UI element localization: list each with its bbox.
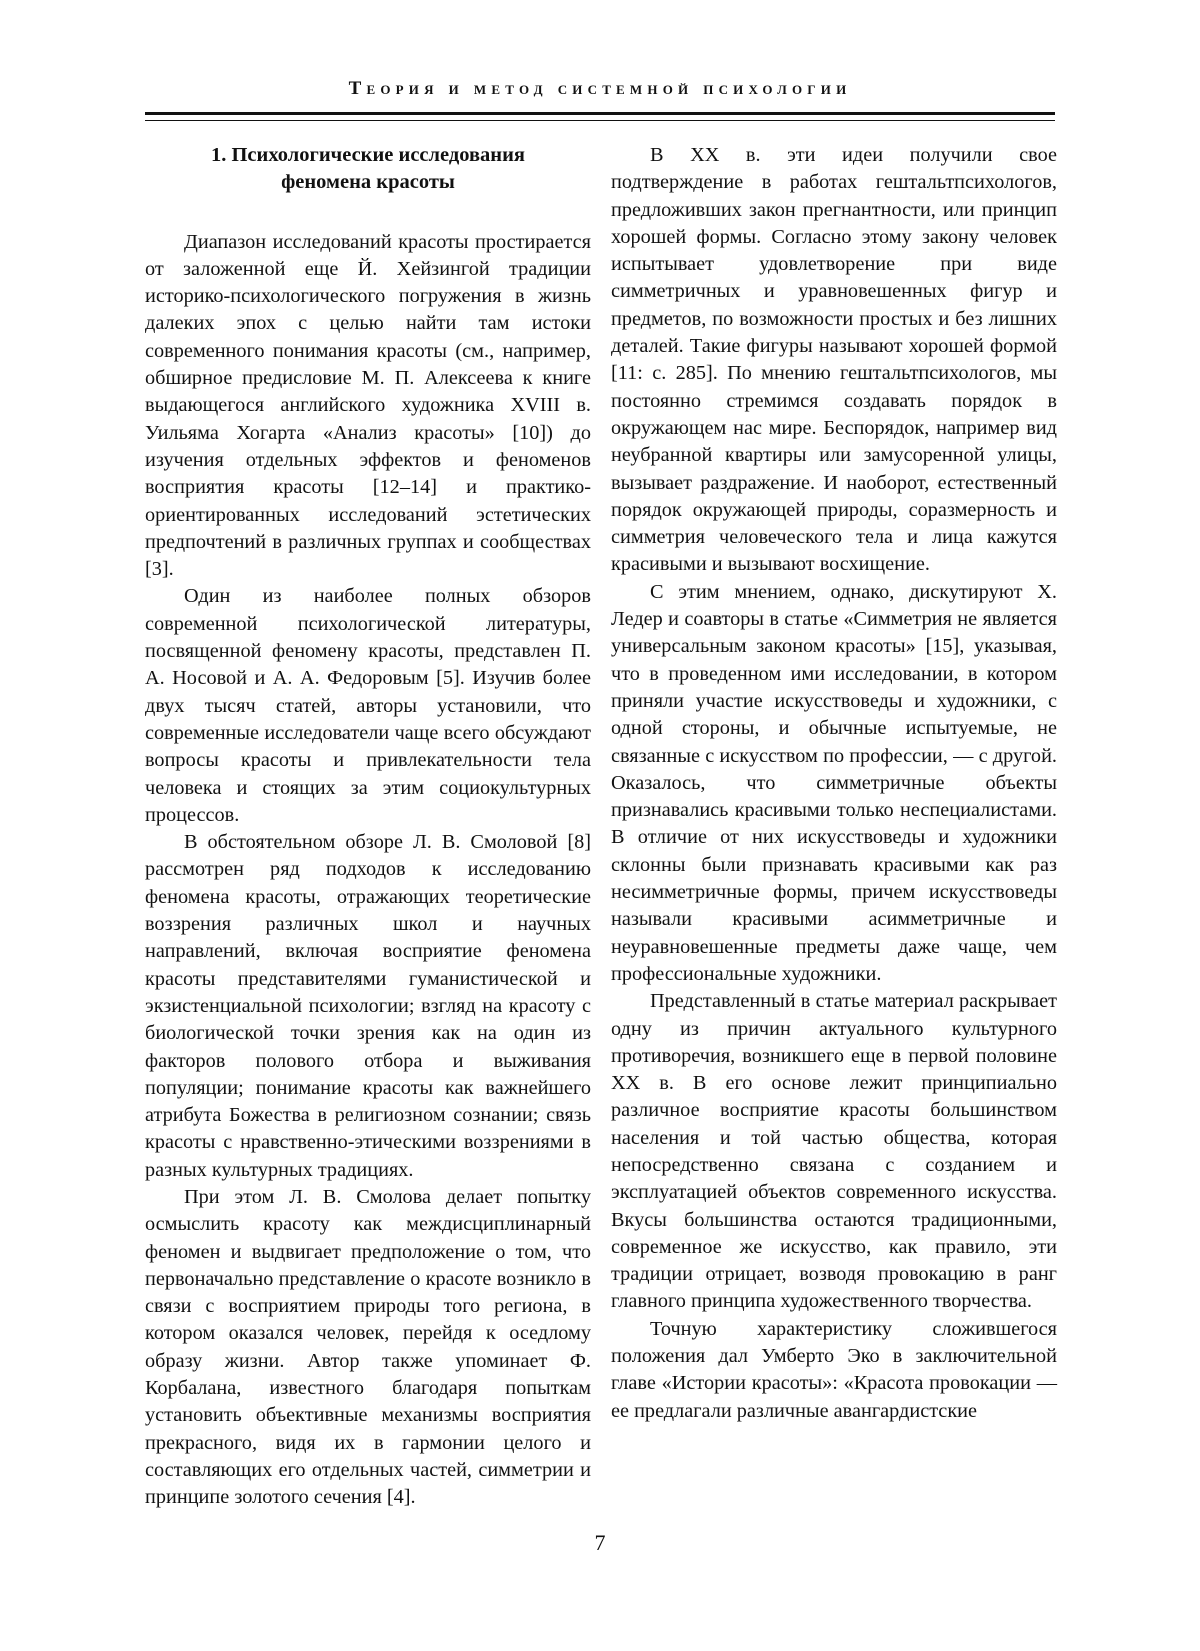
left-column: [145, 142, 591, 1512]
running-title: Теория и метод системной психологии: [348, 78, 852, 99]
paragraph: Представленный в статье материал раскрывает одну из причин актуального культурного противоречия, возникшего еще в первой половине XX в. В его основе лежит принципиально различное восприятие красоты большинством населения и той частью общества, которая непосредственно связана с созданием и эксплуатацией объектов современного искусства. Вкусы большинства остаются традиционными, современное же искусство, как правило, эти традиции отрицает, возводя провокацию в ранг главного принципа художественного творчества.: [611, 990, 1057, 1313]
page-number: 7: [594, 1530, 606, 1555]
section-title-line2: феномена красоты: [281, 171, 455, 194]
section-title-line1: 1. Психологические исследования: [210, 144, 526, 166]
header-rule-thin: [145, 120, 1055, 121]
paragraph: В XX в. эти идеи получили свое подтверждение в работах гештальтпсихологов, предложивших закон прегнантности, или принцип хорошей формы. Согласно этому закону человек испытывает удовлетворение при виде симметричных и уравновешенных фигур и предметов, по возможности простых и без лишних деталей. Такие фигуры называют хорошей формой [11: с. 285]. По мнению гештальтпсихологов, мы постоянно стремимся создавать порядок в окружающем нас мире. Беспорядок, например вид неубранной квартиры или замусоренной улицы, вызывает раздражение. И наоборот, естественный порядок окружающей природы, соразмерность и симметрия человеческого тела и лица кажутся красивыми и вызывают восхищение.: [611, 144, 1057, 576]
right-column: [611, 142, 1057, 1425]
paragraph: Диапазон исследований красоты простирается от заложенной еще Й. Хейзингой традиции историко-психологического погружения в жизнь далеких эпох с целью найти там истоки современного понимания красоты (см., например, обширное предисловие М. П. Алексеева к книге выдающегося английского художника XVIII в. Уильяма Хогарта «Анализ красоты» [10]) до изучения отдельных эффектов и феноменов восприятия красоты [12–14] и практико-ориентированных исследований эстетических предпочтений в различных группах и сообществах [3].: [145, 230, 591, 581]
paragraph: С этим мнением, однако, дискутируют Х. Ледер и соавторы в статье «Симметрия не является универсальным законом красоты» [15], указывая, что в проведенном ими исследовании, в котором приняли участие искусствоведы и художники, с одной стороны, и обычные испытуемые, не связанные с искусством по профессии, — с другой. Оказалось, что симметричные объекты признавались красивыми только неспециалистами. В отличие от них искусствоведы и художники склонны были признавать красивыми как раз несимметричные формы, причем искусствоведы называли красивыми асимметричные и неуравновешенные предметы даже чаще, чем профессиональные художники.: [611, 580, 1057, 985]
paragraph: Точную характеристику сложившегося положения дал Умберто Эко в заключительной главе «Истории красоты»: «Красота провокации — ее предлагали различные авангардистские: [611, 1317, 1057, 1422]
paragraph: В обстоятельном обзоре Л. В. Смоловой [8] рассмотрен ряд подходов к исследованию феномена красоты, отражающих теоретические воззрения различных школ и научных направлений, включая восприятие феномена красоты представителями гуманистической и экзистенциальной психологии; взгляд на красоту с биологической точки зрения как на один из факторов полового отбора и выживания популяции; понимание красоты как важнейшего атрибута Божества в религиозном сознании; связь красоты с нравственно-этическими воззрениями в разных культурных традициях.: [145, 831, 591, 1181]
paragraph: Один из наиболее полных обзоров современной психологической литературы, посвященной феномену красоты, представлен П. А. Носовой и А. А. Федоровым [5]. Изучив более двух тысяч статей, авторы установили, что современные исследователи чаще всего обсуждают вопросы красоты и привлекательности тела человека и стоящих за этим социокультурных процессов.: [145, 585, 591, 826]
section-title: [145, 142, 591, 197]
header-rule-thick: [145, 112, 1055, 115]
paragraph: При этом Л. В. Смолова делает попытку осмыслить красоту как междисциплинарный феномен и выдвигает предположение о том, что первоначально представление о красоте возникло в связи с восприятием природы того региона, в котором оказался человек, перейдя к оседлому образу жизни. Автор также упоминает Ф. Корбалана, известного благодаря попыткам установить объективные механизмы восприятия прекрасного, видя их в гармонии целого и составляющих его отдельных частей, симметрии и принципе золотого сечения [4].: [145, 1185, 591, 1509]
